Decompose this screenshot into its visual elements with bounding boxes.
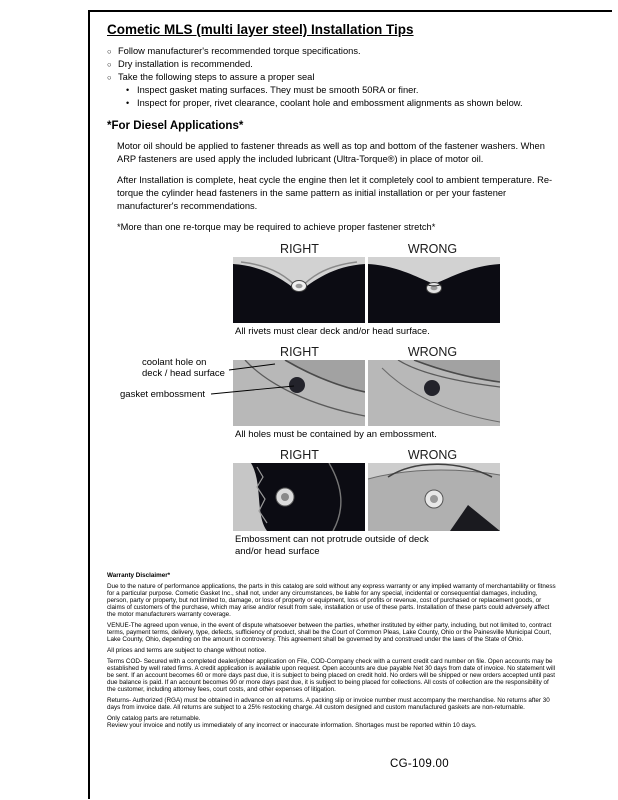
protrusion-wrong-diagram xyxy=(368,463,500,531)
diagram-labels xyxy=(233,448,503,463)
page-frame xyxy=(88,10,612,799)
warranty-disclaimer-heading: Warranty Disclaimer* xyxy=(107,572,171,579)
diagram-section xyxy=(120,242,503,558)
legal-section xyxy=(107,572,557,729)
wrong-label: WRONG xyxy=(407,242,458,256)
diagram-row-protrusion xyxy=(233,448,503,558)
diesel-paragraph-1: Motor oil should be applied to fastener threads as well as top and bottom of the fastener washers. When ARP fasteners are used apply the included lubricant (Ultra-Torque®) in place of motor oil. xyxy=(117,141,545,164)
legal-paragraph: Terms COD- Secured with a completed dealer/jobber application on File, COD-Company check with a current credit card number on file. Open accounts may be established by well rated firms. A credit application is available upon request. Open accounts are due payable Net 30 days from date of invoice. No statement will be sent. If an account becomes 60 or more days past due, it is subject to being placed on credit hold. No orders will be shipped or new orders accepted until past due balance is paid. If an account becomes 90 or more days past due, it is subject to being placed for collections. All costs of collection are the responsibility of the customer, including attorney fees, court costs, and other expenses of litigation. xyxy=(107,658,556,693)
diesel-paragraph-2: After Installation is complete, heat cycle the engine then let it completely cool to ambient temperature. Re-torque the cylinder head fasteners in the same pattern as initial installation or per your fastener manufacturer's recommendations. xyxy=(117,175,553,211)
diagram-images xyxy=(233,463,503,531)
protrusion-right-diagram xyxy=(233,463,365,531)
legal-paragraph: Returns- Authorized (RGA) must be obtained in advance on all returns. A packing slip or invoice number must accompany the merchandise. No returns after 30 days from invoice date. All returns are subject to a 25% restocking charge. All custom designed and custom manufactured gaskets are non-returnable. xyxy=(107,697,550,711)
legal-paragraph: All prices and terms are subject to change without notice. xyxy=(107,647,267,654)
list-item xyxy=(126,84,612,97)
bullet-marker: • xyxy=(126,98,130,108)
list-item xyxy=(107,71,612,84)
tip-text: Follow manufacturer's recommended torque specifications. xyxy=(118,46,361,56)
bullet-marker: ○ xyxy=(107,73,112,82)
diagram-images xyxy=(233,360,503,426)
bullet-marker: ○ xyxy=(107,47,112,56)
diagram-caption: Embossment can not protrude outside of deck and/or head surface xyxy=(235,534,429,557)
legal-paragraph: Due to the nature of performance applications, the parts in this catalog are sold without any express warranty or any implied warranty of merchantability or fitness for a particular purpose. Cometic Gasket Inc., shall not, under any circumstances, be liable for any special, incidental or consequential damages, including, person, party or property, but not limited to, damage, or loss of property or equipment, loss of profits or revenue, cost of purchased or replacement goods, or claims of customers of the purchase, which may arise and/or result from sale, installation or use of these parts. Installation of these parts could adversely affect the motor manufacturers warranty coverage. xyxy=(107,583,556,618)
right-label: RIGHT xyxy=(280,242,319,256)
right-label: RIGHT xyxy=(280,448,319,462)
diagram-labels xyxy=(233,345,503,360)
diagram-row-embossment xyxy=(120,345,503,441)
bullet-marker: • xyxy=(126,85,130,95)
coolant-hole-callout-line2: deck / head surface xyxy=(142,368,225,379)
rivet-right-diagram xyxy=(233,257,365,323)
legal-paragraph: Only catalog parts are returnable. xyxy=(107,715,201,722)
diesel-heading: *For Diesel Applications* xyxy=(107,120,244,132)
legal-paragraph: Review your invoice and notify us immediately of any incorrect or inaccurate information. Shortages must be reported within 10 days. xyxy=(107,722,477,729)
coolant-hole-callout xyxy=(142,357,225,379)
legal-paragraph: VENUE-The agreed upon venue, in the event of dispute whatsoever between the parties, whether instituted by either party, including, but not limited to, contract terms, payment terms, delivery, type, defects, sufficiency of product, shall be the Court of Common Pleas, Lake County, Ohio or the Painesville Municipal Court, Lake County, Ohio, depending on the amount in controversy. This agreement shall be governed by and construed under the laws of the State of Ohio. xyxy=(107,622,552,643)
tips-list xyxy=(107,45,612,110)
rivet-wrong-diagram xyxy=(368,257,500,323)
page-title: Cometic MLS (multi layer steel) Installation Tips xyxy=(107,22,414,37)
page-code: CG-109.00 xyxy=(390,758,449,770)
diagram-caption: All rivets must clear deck and/or head surface. xyxy=(235,326,430,337)
tip-text: Inspect gasket mating surfaces. They must be smooth 50RA or finer. xyxy=(137,85,419,95)
coolant-hole-callout-line1: coolant hole on xyxy=(142,357,207,368)
diagram-caption: All holes must be contained by an embossment. xyxy=(235,429,437,440)
retorque-note: *More than one re-torque may be required to achieve proper fastener stretch* xyxy=(117,222,436,232)
list-item xyxy=(107,45,612,58)
embossment-right-diagram xyxy=(233,360,365,426)
tip-text: Take the following steps to assure a proper seal xyxy=(118,72,315,82)
embossment-wrong-diagram xyxy=(368,360,500,426)
right-label: RIGHT xyxy=(280,345,319,359)
diagram-row-rivets xyxy=(233,242,503,338)
tip-text: Inspect for proper, rivet clearance, coolant hole and embossment alignments as shown below. xyxy=(137,98,523,108)
tip-text: Dry installation is recommended. xyxy=(118,59,253,69)
wrong-label: WRONG xyxy=(407,448,458,462)
gasket-embossment-callout: gasket embossment xyxy=(120,389,206,400)
bullet-marker: ○ xyxy=(107,60,112,69)
diagram-labels xyxy=(233,242,503,257)
list-item xyxy=(107,58,612,71)
list-item xyxy=(126,97,612,110)
diagram-images xyxy=(233,257,503,323)
wrong-label: WRONG xyxy=(407,345,458,359)
